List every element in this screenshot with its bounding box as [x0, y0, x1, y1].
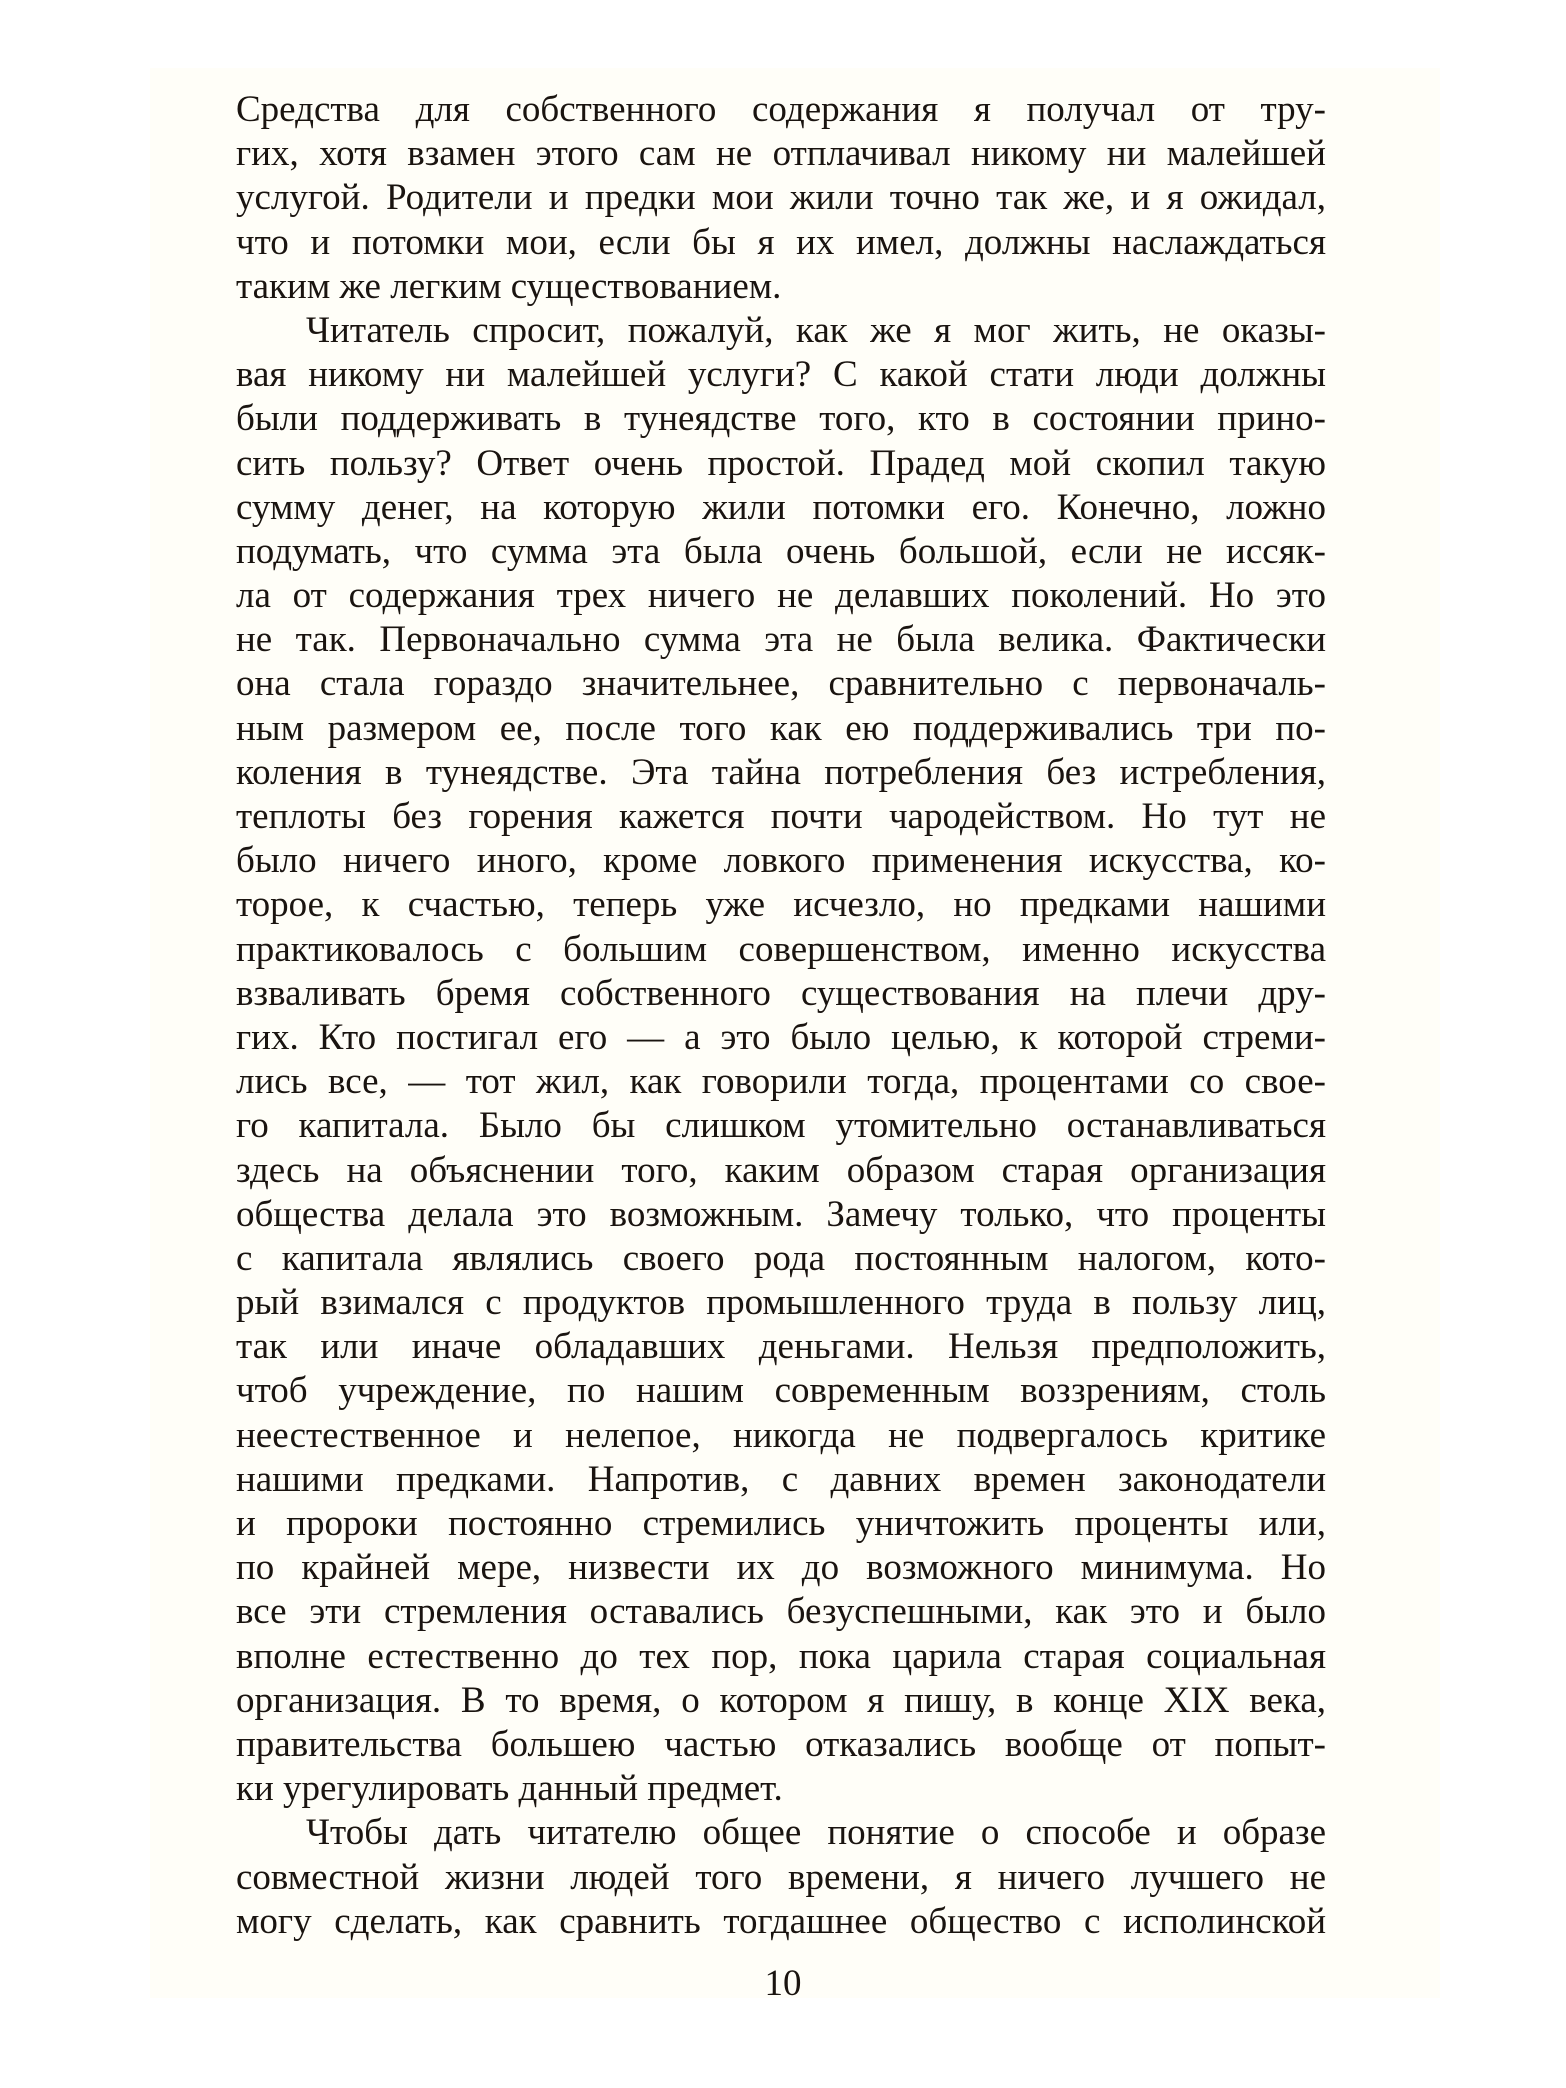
- text-line: с капитала являлись своего рода постоянным налогом, кото-: [236, 1237, 1326, 1279]
- text-line: по крайней мере, низвести их до возможного минимума. Но: [236, 1547, 1326, 1589]
- text-line: совместной жизни людей того времени, я ничего лучшего не: [236, 1856, 1326, 1898]
- text-line: и пророки постоянно стремились уничтожить проценты или,: [236, 1503, 1326, 1544]
- text-line: гих. Кто постигал его — а это было целью, к которой стреми-: [236, 1016, 1326, 1058]
- text-line: коления в тунеядстве. Эта тайна потребления без истребления,: [236, 751, 1326, 793]
- text-line: ки урегулировать данный предмет.: [236, 1768, 783, 1810]
- text-line: гих, хотя взамен этого сам не отплачивал никому ни малейшей: [236, 133, 1326, 175]
- text-line: общества делала это возможным. Замечу только, что проценты: [236, 1193, 1326, 1235]
- text-line: что и потомки мои, если бы я их имел, должны наслаждаться: [236, 221, 1326, 263]
- text-line: Средства для собственного содержания я получал от тру-: [236, 89, 1326, 130]
- text-line: сумму денег, на которую жили потомки его. Конечно, ложно: [236, 486, 1326, 528]
- text-line: взваливать бремя собственного существования на плечи дру-: [236, 972, 1326, 1014]
- text-line: нашими предками. Напротив, с давних времен законодатели: [236, 1458, 1326, 1500]
- text-line: торое, к счастью, теперь уже исчезло, но предками нашими: [236, 884, 1326, 926]
- text-line: не так. Первоначально сумма эта не была велика. Фактически: [236, 619, 1326, 661]
- body-text: [236, 88, 1326, 1944]
- text-line: практиковалось с большим совершенством, именно искусства: [236, 928, 1326, 970]
- text-line: чтоб учреждение, по нашим современным воззрениям, столь: [236, 1370, 1326, 1412]
- text-line: подумать, что сумма эта была очень большой, если не иссяк-: [236, 530, 1326, 572]
- text-line: ным размером ее, после того как ею поддерживались три по-: [236, 707, 1326, 749]
- text-line: услугой. Родители и предки мои жили точно так же, и я ожидал,: [236, 177, 1326, 219]
- text-line: вая никому ни малейшей услуги? С какой стати люди должны: [236, 354, 1326, 396]
- text-line: неестественное и нелепое, никогда не подвергалось критике: [236, 1414, 1326, 1456]
- text-line: все эти стремления оставались безуспешными, как это и было: [236, 1591, 1326, 1633]
- text-line: лись все, — тот жил, как говорили тогда, процентами со свое-: [236, 1061, 1326, 1103]
- text-line: теплоты без горения кажется почти чародейством. Но тут не: [236, 796, 1326, 837]
- text-line: было ничего иного, кроме ловкого применения искусства, ко-: [236, 840, 1326, 882]
- text-line: здесь на объяснении того, каким образом старая организация: [236, 1149, 1326, 1191]
- text-line: Чтобы дать читателю общее понятие о способе и образе: [306, 1812, 1326, 1854]
- text-line: го капитала. Было бы слишком утомительно останавливаться: [236, 1105, 1326, 1147]
- text-line: могу сделать, как сравнить тогдашнее общество с исполинской: [236, 1900, 1326, 1942]
- text-line: таким же легким существованием.: [236, 265, 782, 307]
- text-line: сить пользу? Ответ очень простой. Прадед мой скопил такую: [236, 442, 1326, 484]
- text-line: организация. В то время, о котором я пишу, в конце XIX века,: [236, 1679, 1326, 1721]
- text-line: ла от содержания трех ничего не делавших поколений. Но это: [236, 575, 1326, 617]
- text-line: были поддерживать в тунеядстве того, кто в состоянии прино-: [236, 398, 1326, 440]
- text-line: рый взимался с продуктов промышленного труда в пользу лиц,: [236, 1282, 1326, 1324]
- text-line: Читатель спросит, пожалуй, как же я мог жить, не оказы-: [306, 309, 1326, 351]
- page-number: 10: [764, 1963, 802, 2004]
- text-line: вполне естественно до тех пор, пока царила старая социальная: [236, 1635, 1326, 1677]
- text-line: правительства большею частью отказались вообще от попыт-: [236, 1723, 1326, 1765]
- text-line: она стала гораздо значительнее, сравнительно с первоначаль-: [236, 663, 1326, 705]
- text-line: так или иначе обладавших деньгами. Нельзя предположить,: [236, 1326, 1326, 1368]
